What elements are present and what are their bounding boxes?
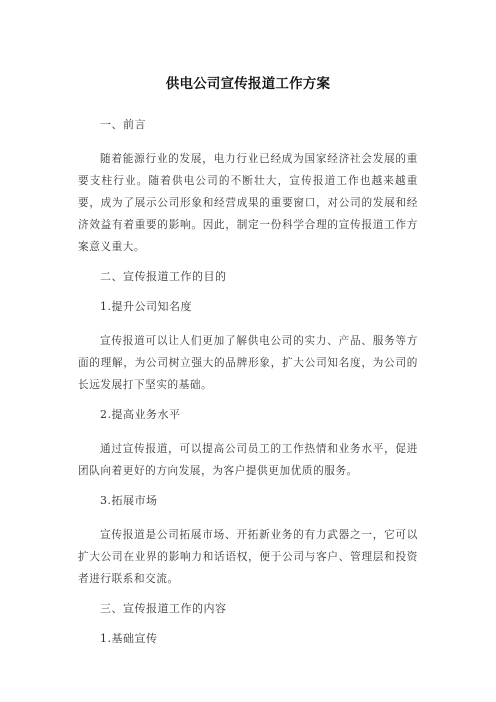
subheading-market: 3.拓展市场: [100, 494, 158, 507]
section-heading-content: 三、宣传报道工作的内容: [100, 602, 227, 615]
paragraph-market: 宣传报道是公司拓展市场、开拓新业务的有力武器之一，它可以扩大公司在业界的影响力和话语权，便于公司与客户、管理层和投资者进行联系和交流。: [78, 529, 418, 585]
subheading-popularity: 1.提升公司知名度: [100, 300, 192, 313]
section-heading-purpose: 二、宣传报道工作的目的: [100, 270, 227, 283]
paragraph-popularity: 宣传报道可以让人们更加了解供电公司的实力、产品、服务等方面的理解，为公司树立强大的品牌形象，扩大公司知名度，为公司的长远发展打下坚实的基础。: [78, 335, 418, 391]
subheading-business-level: 2.提高业务水平: [100, 408, 181, 421]
section-heading-preface: 一、前言: [100, 118, 146, 131]
document-title: 供电公司宣传报道工作方案: [165, 76, 331, 92]
paragraph-preface: 随着能源行业的发展，电力行业已经成为国家经济社会发展的重要支柱行业。随着供电公司的不断壮大，宣传报道工作也越来越重要，成为了展示公司形象和经营成果的重要窗口，对公司的发展和经济效益有着重要的影响。因此，制定一份科学合理的宣传报道工作方案意义重大。: [78, 153, 418, 253]
paragraph-business-level: 通过宣传报道，可以提高公司员工的工作热情和业务水平，促进团队向着更好的方向发展，为客户提供更加优质的服务。: [78, 443, 418, 477]
subheading-basic-publicity: 1.基础宣传: [100, 632, 158, 645]
